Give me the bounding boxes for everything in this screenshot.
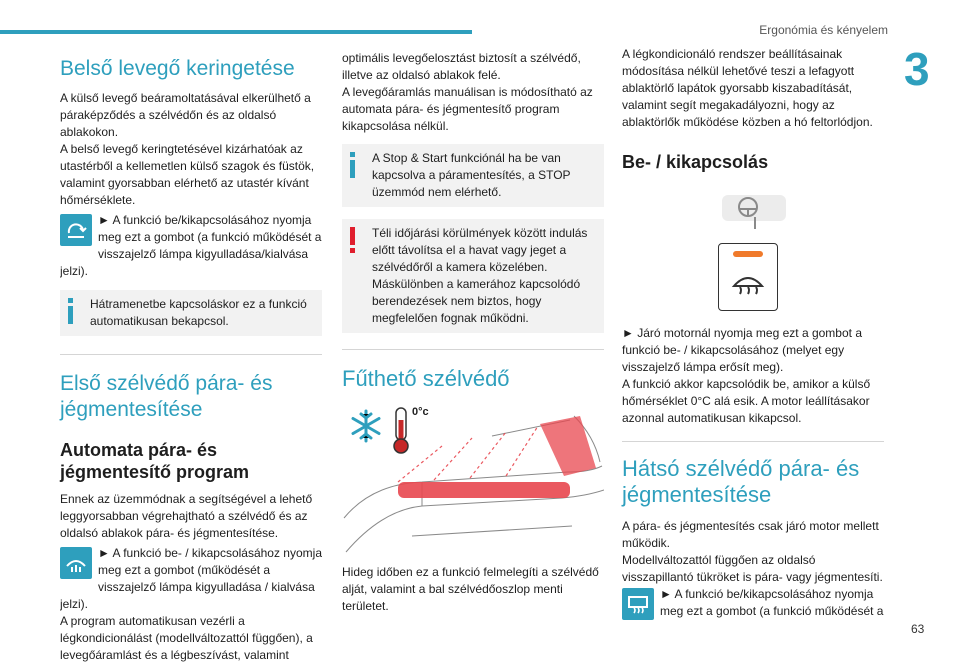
defrost-front-icon [60, 547, 92, 579]
info-box-reverse [60, 290, 322, 336]
info-stop-start-text: A Stop & Start funkciónál ha be van kapcsolva a páramentesítés, a STOP üzemmód nem elérhető. [372, 151, 571, 199]
heated-windscreen-icon [731, 268, 765, 303]
warning-winter-text: Téli időjárási körülmények között indulás előtt távolítsa el a havat vagy jeget a szélvédőről a kamera közelében. Máskülönben a kamerához kapcsolódó berendezések nem biztos, hogy megfelelően fognak működni. [372, 226, 588, 325]
defrost-instruction-block [60, 545, 322, 613]
warning-icon [350, 227, 355, 253]
divider [342, 349, 604, 350]
warning-box-winter [342, 219, 604, 333]
column-2 [342, 50, 604, 615]
heated-windscreen-caption: Hideg időben ez a funkció felmelegíti a szélvédő alját, valamint a bal szélvédőoszlop menti területet. [342, 565, 599, 613]
wiper-text: A légkondicionáló rendszer beállításainak módosítása nélkül lehetővé teszi a lefagyott ablaktörlő lapátok gyorsabb kiszabadítását, valamint segít megakadályozni, hogy az ablaktörlők működése közben a hó feltorlódjon. [622, 47, 873, 129]
rear-defrost-text: A pára- és jégmentesítés csak járó motor mellett működik. Modellváltozattól függően az oldalsó visszapillantó tükröket is pára- vagy jégmentesíti. [622, 519, 883, 584]
header-rule [0, 30, 472, 34]
chapter-number: 3 [904, 43, 930, 95]
defrost-rear-icon [622, 588, 654, 620]
info-box-stop-start [342, 144, 604, 207]
temperature-label: 0°c [412, 406, 429, 418]
info-icon [350, 152, 355, 178]
heading-recirculation: Belső levegő keringetése [60, 57, 295, 80]
rear-defrost-instruction: ► A funkció be/kikapcsolásához nyomja meg ezt a gombot (a funkció működését a [660, 587, 884, 618]
auto-defrost-text: Ennek az üzemmódnak a segítségével a lehető leggyorsabban végrehajtható a szélvédő és az oldalsó ablakok pára- és jégmentesítése. [60, 492, 313, 540]
info-reverse-text: Hátramenetbe kapcsoláskor ez a funkció automatikusan bekapcsol. [90, 297, 307, 328]
recirculation-instruction-block [60, 212, 322, 280]
divider [622, 441, 884, 442]
heading-auto-defrost: Automata pára- és jégmentesítő program [60, 440, 250, 482]
heading-rear-defrost: Hátsó szélvédő pára- és jégmentesítése [622, 456, 860, 507]
heading-front-defrost: Első szélvédő pára- és jégmentesítése [60, 372, 273, 421]
recirculation-icon [60, 214, 92, 246]
airflow-text: optimális levegőelosztást biztosít a szélvédő, illetve az oldalsó ablakok felé. A levegőáramlás manuálisan is módosítható az automata pára- és jégmentesítő program kikapcsolása nélkül. [342, 51, 593, 133]
section-title: Ergonómia és kényelem [759, 23, 888, 37]
heading-heated-windscreen: Fűthető szélvédő [342, 366, 510, 391]
defrost-instruction: ► A funkció be- / kikapcsolásához nyomja meg ezt a gombot (működését a visszajelző lámpa kigyulladása / kialvása jelzi). [60, 546, 322, 611]
recirculation-instruction: ► A funkció be/kikapcsolásához nyomja meg ezt a gombot (a funkció működését a visszajelző lámpa kigyulladása/kialvása jelzi). [60, 213, 322, 278]
page-number: 63 [911, 622, 925, 636]
divider [60, 354, 322, 355]
rear-defrost-instruction-block [622, 586, 884, 622]
heated-windscreen-illustration [342, 406, 604, 556]
thermometer-icon [390, 406, 412, 459]
recirculation-intro: A külső levegő beáramoltatásával elkerülhető a páraképződés a szélvédőn és az oldalsó ablakokon. A belső levegő keringtetésével kizárhatóak az utastérből a kellemetlen külső szagok és füstök, valamint gyorsabban elérhető az utastér kívánt hőmérséklete. [60, 91, 315, 207]
info-icon [68, 298, 73, 324]
steering-wheel-icon [718, 191, 790, 231]
on-off-instruction: ► Járó motornál nyomja meg ezt a gombot a funkció be- / kikapcsolásához (melyet egy visszajelző lámpa erősít meg). A funkció akkor kapcsolódik be, amikor a külső hőmérséklet 0°C alá esik. A motor leállításakor azonnal automatikusan kikapcsol. [622, 326, 871, 425]
column-3 [622, 46, 884, 622]
heated-windscreen-button[interactable] [718, 243, 778, 311]
column-1 [60, 50, 322, 664]
snowflake-icon [348, 408, 384, 449]
heading-on-off: Be- / kikapcsolás [622, 152, 769, 172]
auto-program-text: A program automatikusan vezérli a légkondicionálást (modellváltozattól függően), a levegőáramlást és a légbeszívást, valamint [60, 614, 313, 662]
button-indicator-led [733, 251, 763, 257]
